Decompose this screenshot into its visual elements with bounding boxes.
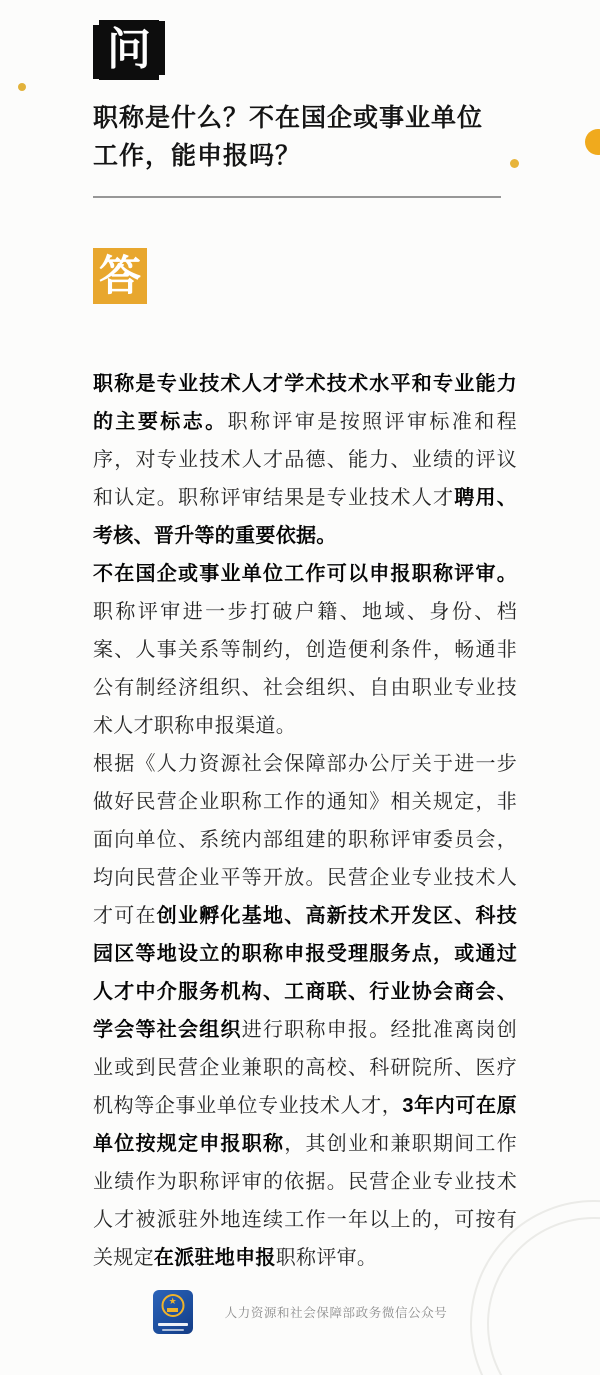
answer-icon-char: 答 [98, 252, 141, 299]
article-content [93, 20, 517, 1277]
logo-text-bar-1 [158, 1323, 188, 1326]
question-icon [99, 20, 159, 80]
national-emblem-icon [161, 1294, 184, 1317]
answer-paragraph: 根据《人力资源社会保障部办公厅关于进一步做好民营企业职称工作的通知》相关规定，非面向单位、系统内部组建的职称评审委员会，均向民营企业平等开放。民营企业专业技术人才可在创业孵化基地、高新技术开发区、科技园区等地设立的职称申报受理服务点，或通过人才中介服务机构、工商联、行业协会商会、学会等社会组织进行职称申报。经批准离岗创业或到民营企业兼职的高校、科研院所、医疗机构等企事业单位专业技术人才，3年内可在原单位按规定申报职称，其创业和兼职期间工作业绩作为职称评审的依据。民营企业专业技术人才被派驻外地连续工作一年以上的，可按有关规定在派驻地申报职称评审。 [93, 753, 517, 1269]
account-name: 人力资源和社会保障部政务微信公众号 [224, 1306, 448, 1320]
answer-paragraph: 不在国企或事业单位工作可以申报职称评审。职称评审进一步打破户籍、地域、身份、档案、人事关系等制约，创造便利条件，畅通非公有制经济组织、社会组织、自由职业专业技术人才职称申报渠道。 [93, 563, 517, 737]
answer-paragraph: 职称是专业技术人才学术技术水平和专业能力的主要标志。职称评审是按照评审标准和程序，对专业技术人才品德、能力、业绩的评议和认定。职称评审结果是专业技术人才聘用、考核、晋升等的重要依据。 [93, 373, 517, 547]
logo-text-bar-2 [162, 1329, 184, 1331]
answer-body [93, 365, 517, 1277]
footer [0, 1290, 600, 1334]
answer-icon [93, 248, 147, 304]
decor-dot-small-left [18, 83, 26, 91]
question-title: 职称是什么？不在国企或事业单位工作，能申报吗？ [93, 104, 484, 170]
gate-shape [167, 1308, 178, 1312]
star-icon: ★ [168, 1296, 177, 1306]
question-icon-char: 问 [107, 25, 151, 74]
decor-dot-large [585, 129, 600, 155]
mohrss-emblem-logo [153, 1290, 193, 1334]
divider-line [93, 196, 501, 198]
